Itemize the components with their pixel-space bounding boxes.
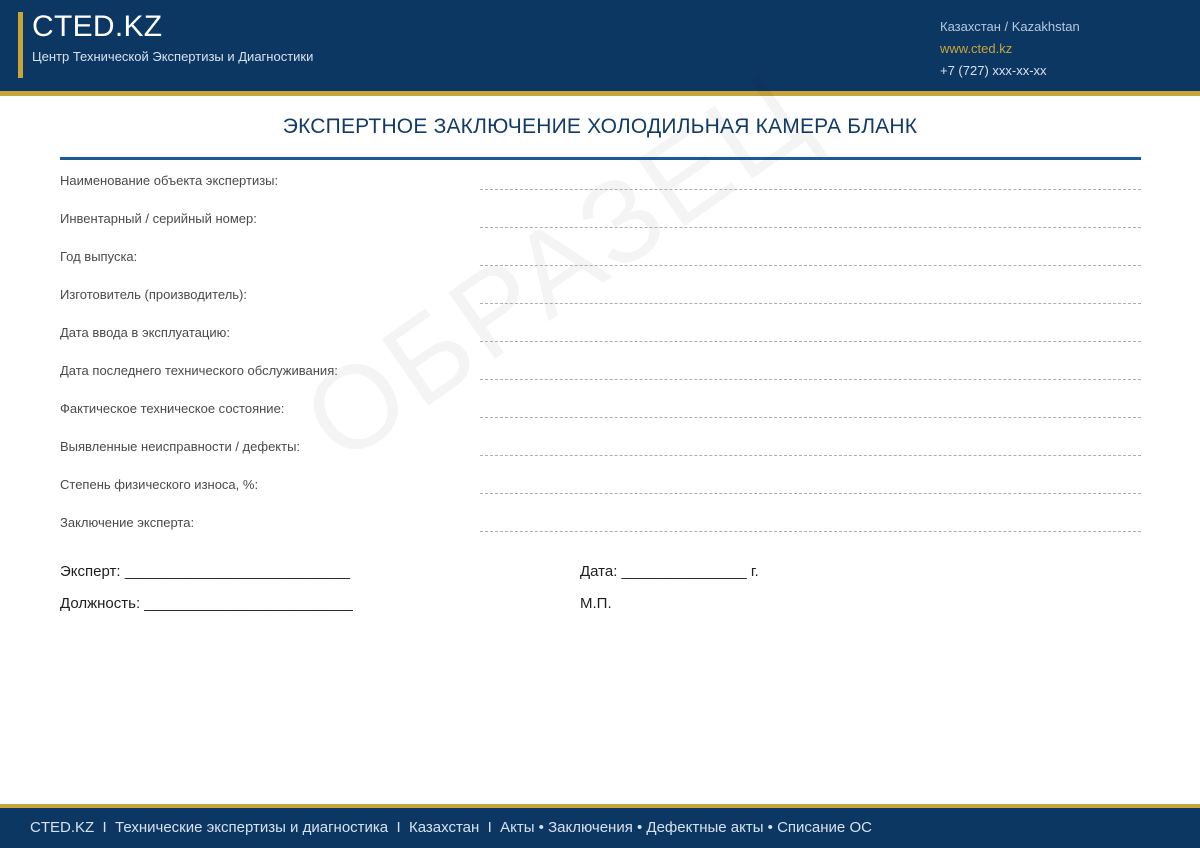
document-title: ЭКСПЕРТНОЕ ЗАКЛЮЧЕНИЕ ХОЛОДИЛЬНАЯ КАМЕРА БЛАНК [282,115,918,138]
field-label: Заключение эксперта: [60,515,195,530]
expert-signature-line[interactable]: Эксперт: ___________________________ [60,563,350,580]
position-line[interactable]: Должность: _________________________ [60,595,353,612]
brand-accent-bar [18,12,23,78]
form-field-row [60,322,1141,360]
stamp-place-label: М.П. [580,595,612,612]
title-divider [60,157,1141,160]
footer-text: CTED.KZ I Технические экспертизы и диагностика I Казахстан I Акты • Заключения • Дефектные акты • Списание ОС [30,819,872,836]
date-line[interactable]: Дата: _______________ г. [580,563,759,580]
contact-block [940,16,1080,82]
field-fill-line[interactable] [480,417,1141,418]
contact-country: Казахстан / Kazakhstan [940,19,1080,34]
field-label: Дата последнего технического обслуживания: [60,363,338,378]
field-label: Изготовитель (производитель): [60,287,247,302]
field-fill-line[interactable] [480,379,1141,380]
field-fill-line[interactable] [480,341,1141,342]
contact-phone: +7 (727) xxx-xx-xx [940,63,1047,78]
field-fill-line[interactable] [480,455,1141,456]
field-label: Год выпуска: [60,249,138,264]
form-field-row [60,246,1141,284]
field-label: Наименование объекта экспертизы: [60,173,279,188]
form-field-row [60,398,1141,436]
field-label: Дата ввода в эксплуатацию: [60,325,230,340]
field-fill-line[interactable] [480,303,1141,304]
form-field-row [60,360,1141,398]
contact-website[interactable]: www.cted.kz [940,41,1013,56]
field-fill-line[interactable] [480,493,1141,494]
form-fields [60,170,1141,550]
header-banner [0,0,1200,96]
field-label: Степень физического износа, %: [60,477,259,492]
field-fill-line[interactable] [480,227,1141,228]
field-label: Выявленные неисправности / дефекты: [60,439,301,454]
form-field-row [60,512,1141,550]
field-fill-line[interactable] [480,531,1141,532]
field-label: Инвентарный / серийный номер: [60,211,257,226]
footer-banner [0,804,1200,848]
form-field-row [60,208,1141,246]
field-fill-line[interactable] [480,265,1141,266]
brand-name: CTED.KZ [32,10,163,43]
form-field-row [60,474,1141,512]
form-field-row [60,436,1141,474]
field-label: Фактическое техническое состояние: [60,401,285,416]
brand-subtitle: Центр Технической Экспертизы и Диагностики [32,49,314,64]
field-fill-line[interactable] [480,189,1141,190]
form-field-row [60,170,1141,208]
form-field-row [60,284,1141,322]
